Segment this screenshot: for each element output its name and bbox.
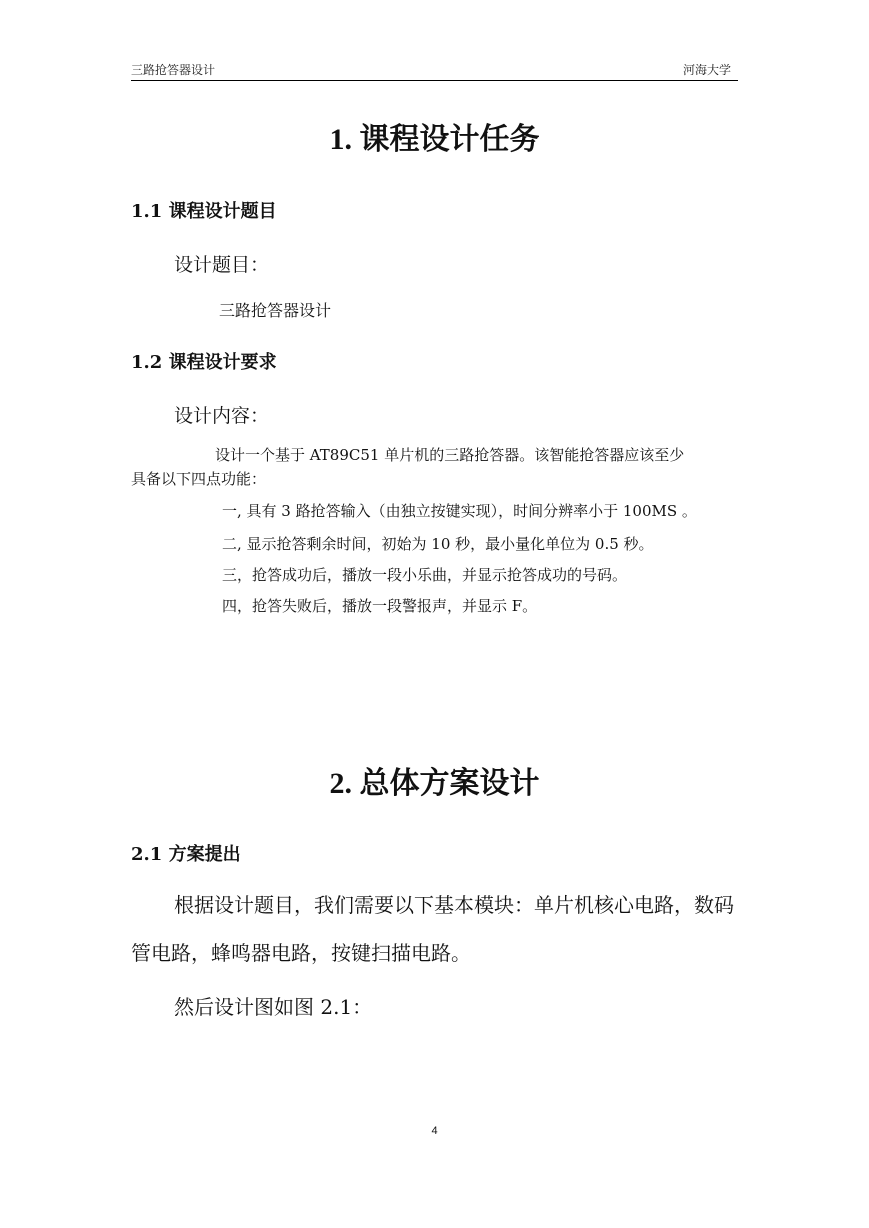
figure-reference: 然后设计图如图 2.1： — [174, 995, 373, 1019]
section-1-1-heading: 1.1 课程设计题目 — [131, 201, 277, 222]
plan-paragraph-line-1: 根据设计题目，我们需要以下基本模块：单片机核心电路，数码 — [174, 893, 734, 917]
header-right: 河海大学 — [683, 63, 732, 77]
content-paragraph-line-1: 设计一个基于 AT89C51 单片机的三路抢答器。该智能抢答器应该至少 — [215, 446, 685, 464]
section-2-1-heading: 2.1 方案提出 — [131, 844, 241, 865]
chapter-2-title: 2. 总体方案设计 — [329, 767, 540, 800]
design-topic-value: 三路抢答器设计 — [219, 301, 332, 320]
header-left: 三路抢答器设计 — [131, 63, 216, 77]
requirement-item-2: 二, 显示抢答剩余时间，初始为 10 秒，最小量化单位为 0.5 秒。 — [222, 535, 654, 553]
page-number: 4 — [431, 1125, 438, 1137]
chapter-1-title: 1. 课程设计任务 — [329, 123, 540, 156]
design-content-label: 设计内容： — [174, 405, 270, 427]
content-paragraph-line-2: 具备以下四点功能： — [131, 470, 267, 488]
section-1-2-heading: 1.2 课程设计要求 — [131, 352, 277, 373]
design-topic-label: 设计题目： — [174, 254, 270, 276]
requirement-item-1: 一, 具有 3 路抢答输入（由独立按键实现），时间分辨率小于 100MS 。 — [222, 502, 697, 520]
requirement-item-3: 三，抢答成功后，播放一段小乐曲，并显示抢答成功的号码。 — [222, 566, 628, 584]
requirement-item-4: 四，抢答失败后，播放一段警报声，并显示 F。 — [222, 597, 538, 615]
header-rule — [131, 80, 738, 81]
plan-paragraph-line-2: 管电路，蜂鸣器电路，按键扫描电路。 — [131, 941, 471, 965]
